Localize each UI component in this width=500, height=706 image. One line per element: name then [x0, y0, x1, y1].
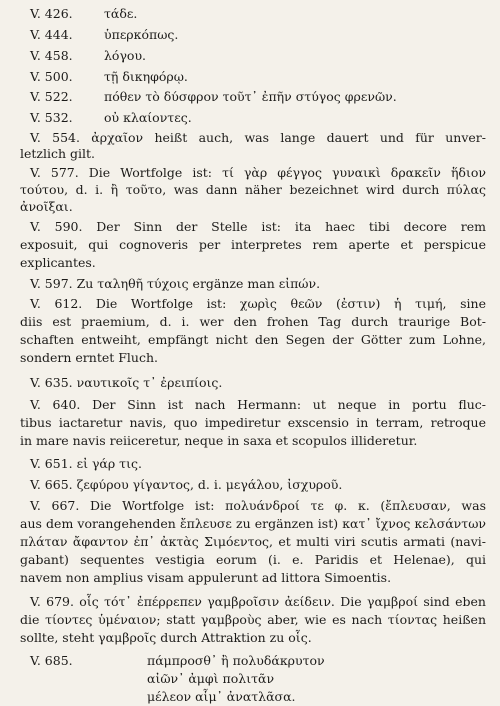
note-line: schaften entweiht, empfängt nicht den Segen der Götter zum Lohne, [20, 332, 486, 347]
verse-ref: V. 426. [30, 6, 73, 21]
note-line: navem non amplius visam appulerunt ad littora Simoentis. [20, 570, 392, 585]
note-line: in mare navis reiiceretur, neque in saxa et scopulos illideretur. [20, 433, 418, 448]
note-text: ὑπερκόπως. [104, 27, 179, 42]
note-line: V. 577. Die Wortfolge ist: τί γὰρ φέγγος γυναικὶ δρακεῖν ἥδιον [30, 165, 486, 180]
note-line: explicantes. [20, 255, 96, 270]
note-text: λόγου. [104, 48, 147, 63]
note-line: aus dem vorangehenden ἔπλευσε zu ergänzen ist) κατ᾽ ἴχνος κελσάντων [20, 516, 486, 531]
note-line: sollte, steht γαμβροῖς durch Attraktion zu οἷς. [20, 630, 312, 645]
verse-ref: V. 458. [30, 48, 73, 63]
verse-ref: V. 522. [30, 89, 73, 104]
note-text: πόθεν τὸ δύσφρον τοῦτ᾽ ἐπῆν στύγος φρενῶν. [104, 89, 397, 104]
note-line: V. 651. εἰ γάρ τις. [30, 456, 142, 471]
verse-line: πάμπροσθ᾽ ἢ πολυδάκρυτον [147, 653, 325, 668]
note-line: V. 679. οἷς τότ᾽ ἐπέρρεπεν γαμβροῖσιν ἀείδειν. Die γαμβροί sind eben [30, 594, 486, 609]
note-line: V. 554. ἀρχαῖον heißt auch, was lange dauert und für unver- [30, 130, 486, 145]
verse-ref: V. 500. [30, 69, 73, 84]
verse-ref: V. 685. [30, 653, 73, 668]
note-line: V. 612. Die Wortfolge ist: χωρὶς θεῶν (ἐστιν) ἡ τιμή, sine [30, 296, 486, 311]
note-line: V. 635. ναυτικοῖς τ᾽ ἐρειπίοις. [30, 375, 223, 390]
note-line: τούτου, d. i. ἢ τοῦτο, was dann näher bezeichnet wird durch πύλας [20, 182, 486, 197]
verse-ref: V. 532. [30, 110, 73, 125]
note-line: gabant) sequentes vestigia eorum (i. e. Paridis et Helenae), qui [20, 552, 486, 567]
note-line: V. 640. Der Sinn ist nach Hermann: ut neque in portu fluc- [30, 397, 486, 412]
note-text: τάδε. [104, 6, 138, 21]
note-line: V. 665. ζεφύρου γίγαντος, d. i. μεγάλου, ἰσχυροῦ. [30, 477, 343, 492]
note-line: sondern erntet Fluch. [20, 350, 158, 365]
note-text: οὐ κλαίοντες. [104, 110, 192, 125]
note-line: V. 667. Die Wortfolge ist: πολυάνδροί τε φ. κ. (ἔπλευσαν, was [30, 498, 486, 513]
note-line: ἀνοῖξαι. [20, 199, 73, 214]
note-line: tibus iactaretur navis, quo impediretur exscensio in terram, retroque [20, 415, 486, 430]
verse-ref: V. 444. [30, 27, 73, 42]
note-line: V. 597. Zu ταληθῆ τύχοις ergänze man εἰπών. [30, 276, 321, 291]
note-line: πλάταν ἄφαντον ἐπ᾽ ἀκτὰς Σιμόεντος, et multi viri scutis armati (navi- [20, 534, 486, 549]
note-line: diis est praemium, d. i. wer den frohen Tag durch traurige Bot- [20, 314, 486, 329]
note-line: V. 590. Der Sinn der Stelle ist: ita haec tibi decore rem [30, 219, 486, 234]
verse-line: μέλεον αἷμ᾽ ἀνατλᾶσα. [147, 689, 296, 704]
note-line: exposuit, qui cognoveris per interpretes rem aperte et perspicue [20, 237, 486, 252]
note-line: letzlich gilt. [20, 146, 96, 161]
note-line: die τίοντες ὑμέναιον; statt γαμβροὺς aber, wie es nach τίοντας heißen [20, 612, 486, 627]
verse-line: αἰῶν᾽ ἀμφὶ πολιτᾶν [147, 671, 275, 686]
note-text: τῇ δικηφόρῳ. [104, 69, 188, 84]
